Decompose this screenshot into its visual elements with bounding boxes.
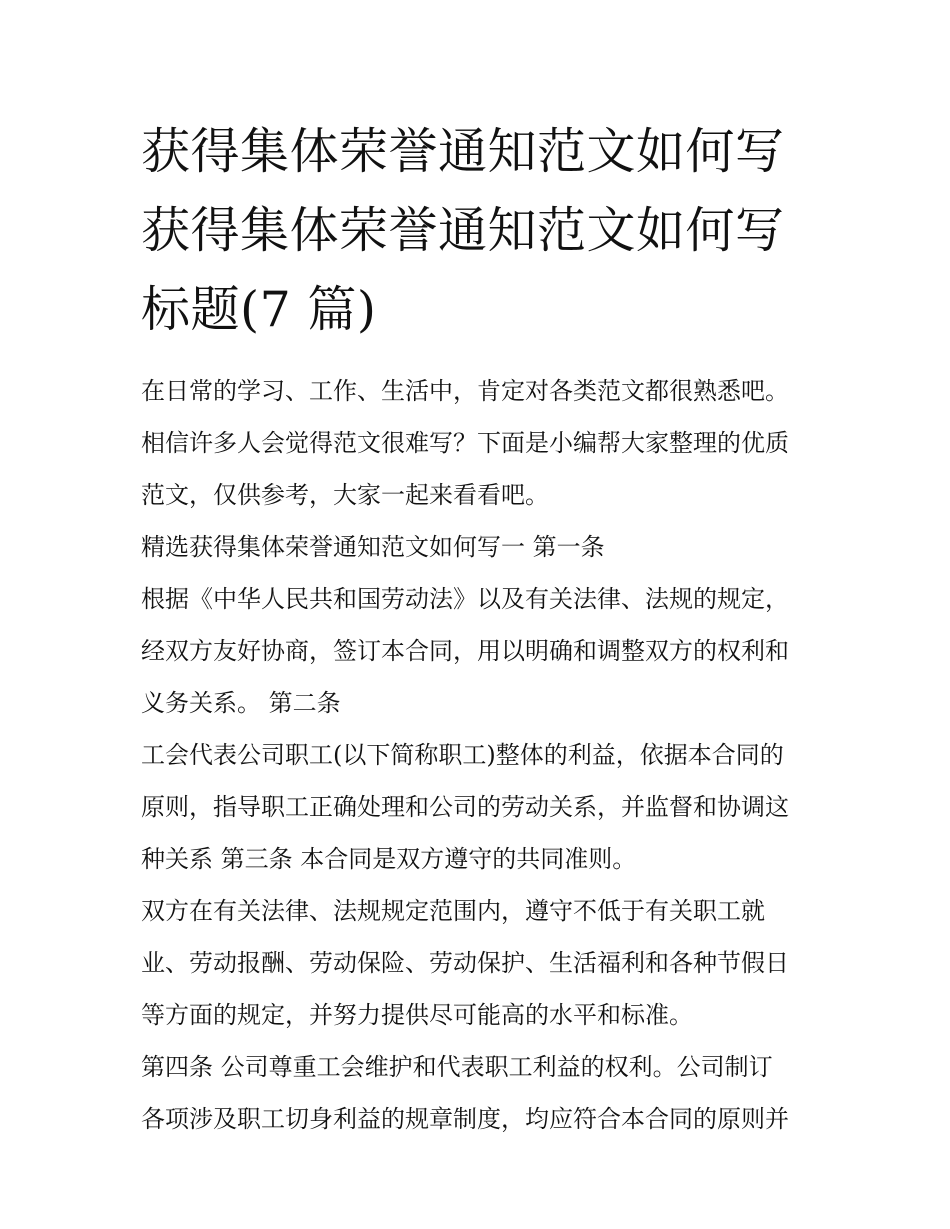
text-line: 原则，指导职工正确处理和公司的劳动关系，并监督和协调这: [141, 793, 789, 821]
text-line: 相信许多人会觉得范文很难写？下面是小编帮大家整理的优质: [141, 429, 789, 457]
text-line: 第四条 公司尊重工会维护和代表职工利益的权利。公司制订: [141, 1053, 773, 1081]
paragraph-article-2: [141, 729, 821, 885]
text-line: 工会代表公司职工(以下简称职工)整体的利益，依据本合同的: [141, 741, 784, 769]
text-line: 在日常的学习、工作、生活中，肯定对各类范文都很熟悉吧。: [141, 377, 789, 405]
text-line: 义务关系。 第二条: [141, 689, 341, 717]
text-line: 种关系 第三条 本合同是双方遵守的共同准则。: [141, 845, 637, 873]
title-line: 标题(7 篇): [141, 281, 377, 338]
paragraph-article-1: [141, 573, 821, 729]
document-page: [141, 112, 821, 1145]
title-line: 获得集体荣誉通知范文如何写: [141, 202, 785, 259]
text-line: 业、劳动报酬、劳动保险、劳动保护、生活福利和各种节假日: [141, 949, 789, 977]
paragraph-intro: [141, 365, 821, 521]
document-title: [141, 112, 821, 349]
text-line: 精选获得集体荣誉通知范文如何写一 第一条: [141, 533, 605, 561]
title-line: 获得集体荣誉通知范文如何写: [141, 123, 785, 180]
text-line: 各项涉及职工切身利益的规章制度，均应符合本合同的原则并: [141, 1105, 789, 1133]
text-line: 范文，仅供参考，大家一起来看看吧。: [141, 481, 549, 509]
document-body: [141, 365, 821, 1145]
text-line: 双方在有关法律、法规规定范围内，遵守不低于有关职工就: [141, 897, 765, 925]
text-line: 等方面的规定，并努力提供尽可能高的水平和标准。: [141, 1001, 693, 1029]
paragraph-article-3: [141, 885, 821, 1041]
paragraph-section-heading: [141, 521, 821, 573]
text-line: 根据《中华人民共和国劳动法》以及有关法律、法规的规定，: [141, 585, 789, 613]
text-line: 经双方友好协商，签订本合同，用以明确和调整双方的权利和: [141, 637, 789, 665]
paragraph-article-4: [141, 1041, 821, 1145]
